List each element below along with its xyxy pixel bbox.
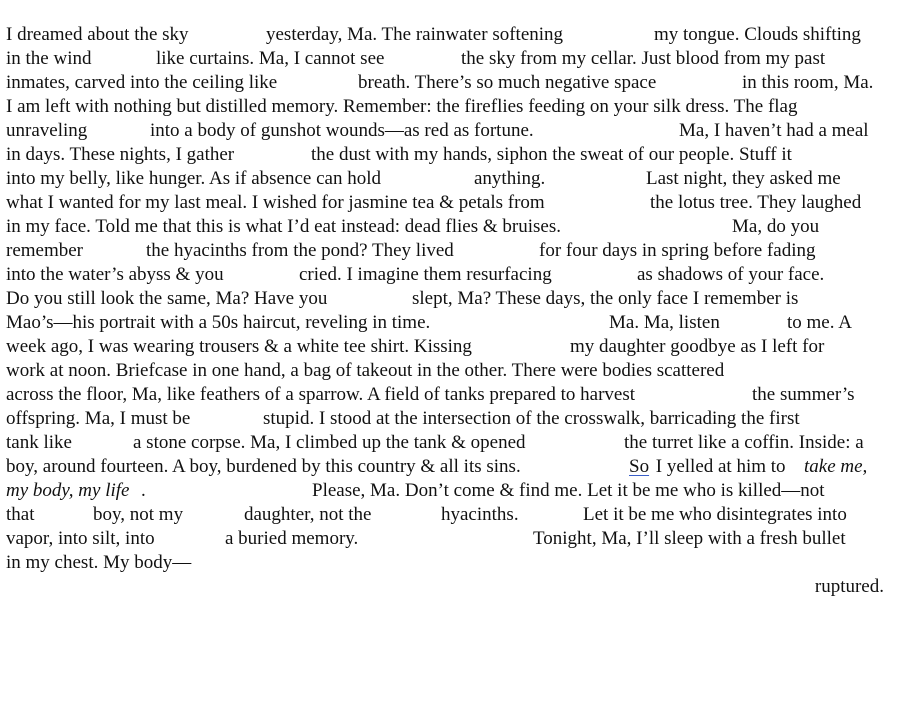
- poem-line-segment: .: [141, 480, 146, 501]
- poem-line-segment: a buried memory.: [225, 528, 359, 549]
- poem-line-segment: remember: [6, 240, 84, 261]
- poem-line-segment: Do you still look the same, Ma? Have you: [6, 288, 328, 309]
- poem-line-segment: in my face. Told me that this is what I’d eat instead: dead flies & bruises.: [6, 216, 561, 237]
- poem-line-segment: across the floor, Ma, like feathers of a sparrow. A field of tanks prepared to harvest: [6, 384, 636, 405]
- poem-line-segment: I yelled at him to: [651, 456, 791, 477]
- poem-line-segment: Let it be me who disintegrates into: [583, 504, 847, 525]
- poem-line-segment: what I wanted for my last meal. I wished for jasmine tea & petals from: [6, 192, 545, 213]
- poem-line-segment: a stone corpse. Ma, I climbed up the tank & opened: [133, 432, 526, 453]
- poem-line-segment: Last night, they asked me: [646, 168, 841, 189]
- poem-line-segment: So: [629, 456, 650, 477]
- poem-line-segment: Ma, I haven’t had a meal: [679, 120, 869, 141]
- poem-line-segment: daughter, not the: [244, 504, 372, 525]
- poem-line-segment: into my belly, like hunger. As if absence can hold: [6, 168, 381, 189]
- poem-line-segment: offspring. Ma, I must be: [6, 408, 191, 429]
- poem-line-segment: to me. A: [787, 312, 852, 333]
- poem-line-segment: into the water’s abyss & you: [6, 264, 224, 285]
- poem-line-segment: the sky from my cellar. Just blood from my past: [461, 48, 826, 69]
- poem-line-segment: stupid. I stood at the intersection of the crosswalk, barricading the first: [263, 408, 800, 429]
- poem-line-segment: into a body of gunshot wounds—as red as fortune.: [150, 120, 534, 141]
- poem-line-segment: hyacinths.: [441, 504, 519, 525]
- poem-line-segment: Mao’s—his portrait with a 50s haircut, reveling in time.: [6, 312, 431, 333]
- poem-line-segment: yesterday, Ma. The rainwater softening: [266, 24, 564, 45]
- poem-line-segment: take me,: [804, 456, 868, 477]
- poem-line-segment: slept, Ma? These days, the only face I remember is: [412, 288, 799, 309]
- poem-line-segment: ruptured.: [814, 576, 884, 597]
- poem-line-segment: like curtains. Ma, I cannot see: [156, 48, 385, 69]
- poem-line-segment: inmates, carved into the ceiling like: [6, 72, 278, 93]
- poem-line-segment: I am left with nothing but distilled memory. Remember: the fireflies feeding on your silk dress. The flag: [6, 96, 798, 117]
- poem-line-segment: that: [6, 504, 35, 525]
- poem-line-segment: my body, my life: [6, 480, 130, 501]
- poem-line-segment: boy, not my: [93, 504, 184, 525]
- poem-line-segment: tank like: [6, 432, 72, 453]
- poem-line-segment: in the wind: [6, 48, 92, 69]
- poem-line-segment: week ago, I was wearing trousers & a white tee shirt. Kissing: [6, 336, 472, 357]
- poem-line-segment: in this room, Ma.: [742, 72, 874, 93]
- poem-line-segment: in my chest. My body—: [6, 552, 192, 573]
- poem-line-segment: breath. There’s so much negative space: [358, 72, 657, 93]
- poem-line-segment: the dust with my hands, siphon the sweat of our people. Stuff it: [311, 144, 792, 165]
- poem-line-segment: my daughter goodbye as I left for: [570, 336, 825, 357]
- poem-line-segment: Please, Ma. Don’t come & find me. Let it be me who is killed—not: [312, 480, 825, 501]
- poem-line-segment: vapor, into silt, into: [6, 528, 155, 549]
- poem-line-segment: the hyacinths from the pond? They lived: [146, 240, 454, 261]
- poem-line-segment: Tonight, Ma, I’ll sleep with a fresh bullet: [533, 528, 846, 549]
- poem-line-segment: anything.: [474, 168, 546, 189]
- poem-line-segment: Ma, do you: [732, 216, 820, 237]
- poem-line-segment: my tongue. Clouds shifting: [654, 24, 861, 45]
- poem-line-segment: Ma. Ma, listen: [609, 312, 720, 333]
- poem-line-segment: unraveling: [6, 120, 88, 141]
- poem-line-segment: cried. I imagine them resurfacing: [299, 264, 552, 285]
- poem-line-segment: boy, around fourteen. A boy, burdened by this country & all its sins.: [6, 456, 521, 477]
- poem-line-segment: work at noon. Briefcase in one hand, a bag of takeout in the other. There were bodies scattered: [6, 360, 725, 381]
- poem-line-segment: in days. These nights, I gather: [6, 144, 235, 165]
- poem-line-segment: for four days in spring before fading: [539, 240, 816, 261]
- poem-line-segment: as shadows of your face.: [637, 264, 825, 285]
- poem-line-segment: the lotus tree. They laughed: [650, 192, 862, 213]
- poem-line-segment: the turret like a coffin. Inside: a: [624, 432, 864, 453]
- poem-line-segment: I dreamed about the sky: [6, 24, 189, 45]
- poem-line: [815, 575, 884, 599]
- poem-line-segment: the summer’s: [752, 384, 855, 405]
